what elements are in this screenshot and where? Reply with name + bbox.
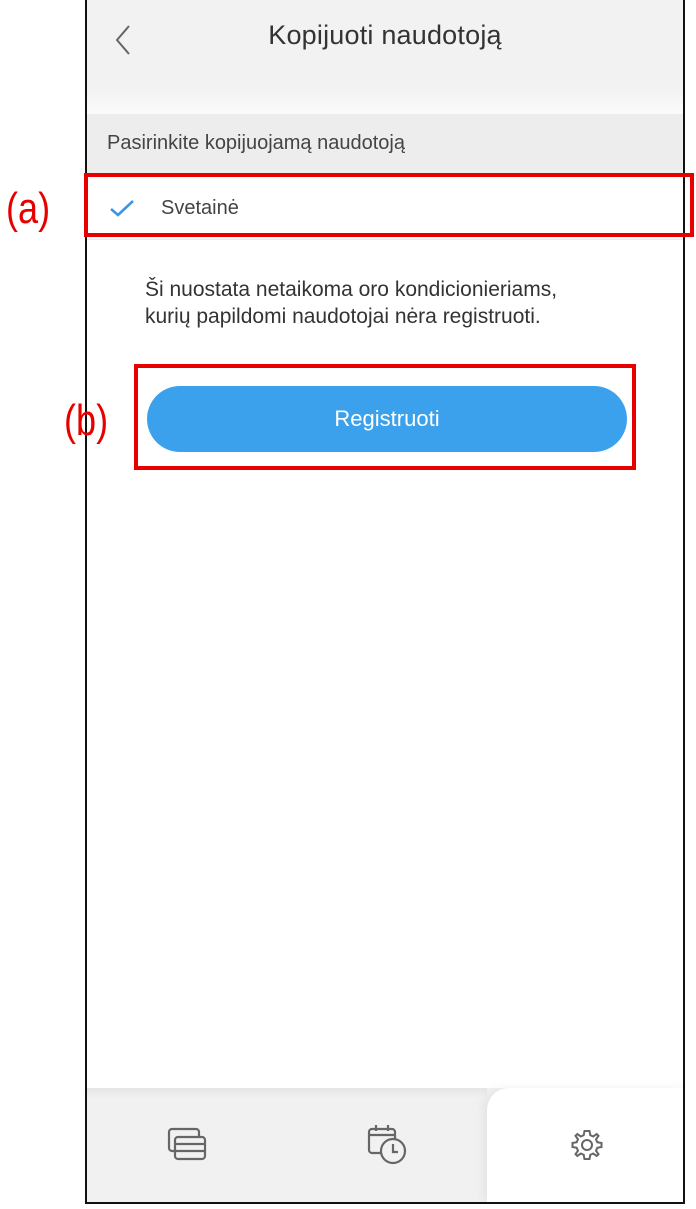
settings-gear-icon [569, 1127, 605, 1163]
tab-devices[interactable] [87, 1088, 287, 1202]
tab-settings[interactable] [487, 1088, 685, 1202]
callout-label-b: (b) [64, 396, 109, 445]
bottom-tab-bar [87, 1088, 683, 1202]
schedule-icon [365, 1123, 409, 1167]
option-label: Svetainė [161, 197, 239, 219]
info-note-line-2: kurių papildomi naudotojai nėra registruoti. [145, 305, 541, 328]
section-label: Pasirinkite kopijuojamą naudotoją [87, 114, 683, 174]
page-title: Kopijuoti naudotoją [268, 20, 502, 50]
info-note-line-1: Ši nuostata netaikoma oro kondicionieriams, [145, 278, 558, 301]
app-header [87, 0, 683, 114]
callout-label-a: (a) [6, 184, 51, 233]
devices-icon [165, 1125, 209, 1165]
tab-schedule[interactable] [287, 1088, 487, 1202]
callout-box-b [134, 364, 636, 470]
info-note [145, 276, 645, 330]
callout-box-a [84, 173, 694, 237]
register-button[interactable]: Registruoti [147, 386, 627, 452]
